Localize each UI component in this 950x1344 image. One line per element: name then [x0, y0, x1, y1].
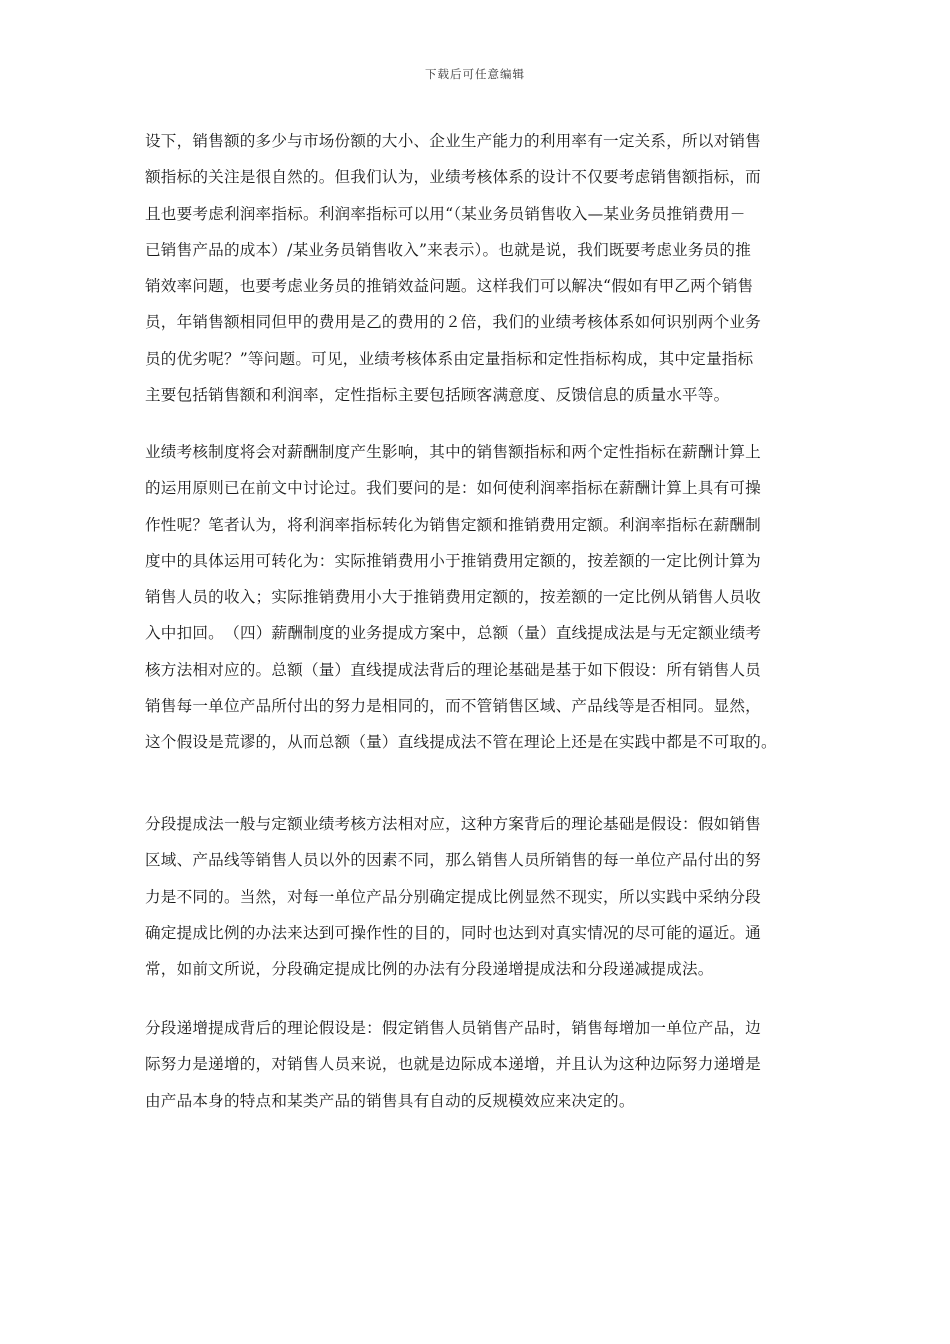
- paragraph-line: 这个假设是荒谬的，从而总额（量）直线提成法不管在理论上还是在实践中都是不可取的。: [145, 733, 777, 752]
- paragraph-line: 的运用原则已在前文中讨论过。我们要问的是：如何使利润率指标在薪酬计算上具有可操: [145, 479, 761, 498]
- paragraph-4: [145, 1010, 805, 1119]
- paragraph-line: 度中的具体运用可转化为：实际推销费用小于推销费用定额的，按差额的一定比例计算为: [145, 551, 761, 570]
- paragraph-line: 员的优劣呢？”等问题。可见，业绩考核体系由定量指标和定性指标构成，其中定量指标: [145, 349, 754, 368]
- paragraph-line: 分段提成法一般与定额业绩考核方法相对应，这种方案背后的理论基础是假设：假如销售: [145, 815, 761, 833]
- paragraph-line: 力是不同的。当然，对每一单位产品分别确定提成比例显然不现实，所以实践中采纳分段: [145, 887, 761, 906]
- paragraph-line: 业绩考核制度将会对薪酬制度产生影响，其中的销售额指标和两个定性指标在薪酬计算上: [145, 443, 761, 461]
- paragraph-line: 由产品本身的特点和某类产品的销售具有自动的反规模效应来决定的。: [145, 1091, 635, 1110]
- paragraph-line: 区域、产品线等销售人员以外的因素不同，那么销售人员所销售的每一单位产品付出的努: [145, 851, 761, 870]
- paragraph-line: 员，年销售额相同但甲的费用是乙的费用的２倍，我们的业绩考核体系如何识别两个业务: [145, 313, 761, 332]
- paragraph-line: 际努力是递增的，对销售人员来说，也就是边际成本递增，并且认为这种边际努力递增是: [145, 1055, 761, 1074]
- paragraph-line: 分段递增提成背后的理论假设是：假定销售人员销售产品时，销售每增加一单位产品，边: [145, 1019, 761, 1037]
- paragraph-line: 销售每一单位产品所付出的努力是相同的，而不管销售区域、产品线等是否相同。显然，: [145, 697, 761, 716]
- paragraph-line: 主要包括销售额和利润率，定性指标主要包括顾客满意度、反馈信息的质量水平等。: [145, 386, 730, 405]
- paragraph-line: 确定提成比例的办法来达到可操作性的目的，同时也达到对真实情况的尽可能的逼近。通: [145, 923, 761, 942]
- paragraph-line: 常，如前文所说，分段确定提成比例的办法有分段递增提成法和分段递减提成法。: [145, 960, 714, 979]
- paragraph-3: [145, 806, 805, 987]
- paragraph-line: 额指标的关注是很自然的。但我们认为，业绩考核体系的设计不仅要考虑销售额指标，而: [145, 168, 761, 187]
- paragraph-line: 入中扣回。 （四）薪酬制度的业务提成方案中，总额（量）直线提成法是与无定额业绩考: [145, 624, 762, 643]
- paragraph-line: 作性呢？笔者认为，将利润率指标转化为销售定额和推销费用定额。利润率指标在薪酬制: [145, 515, 761, 534]
- paragraph-1: [145, 123, 805, 413]
- paragraph-line: 销效率问题，也要考虑业务员的推销效益问题。这样我们可以解决“假如有甲乙两个销售: [145, 277, 754, 296]
- paragraph-line: 销售人员的收入；实际推销费用小大于推销费用定额的，按差额的一定比例从销售人员收: [145, 588, 761, 607]
- paragraph-2: [145, 434, 805, 761]
- page-header: 下载后可任意编辑: [425, 67, 525, 81]
- paragraph-line: 设下，销售额的多少与市场份额的大小、企业生产能力的利用率有一定关系，所以对销售: [145, 132, 761, 150]
- paragraph-line: 且也要考虑利润率指标。利润率指标可以用“（某业务员销售收入—某业务员推销费用－: [145, 204, 746, 223]
- paragraph-line: 核方法相对应的。总额（量）直线提成法背后的理论基础是基于如下假设：所有销售人员: [145, 660, 761, 679]
- paragraph-line: 已销售产品的成本）/某业务员销售收入”来表示）。也就是说，我们既要考虑业务员的推: [145, 240, 751, 259]
